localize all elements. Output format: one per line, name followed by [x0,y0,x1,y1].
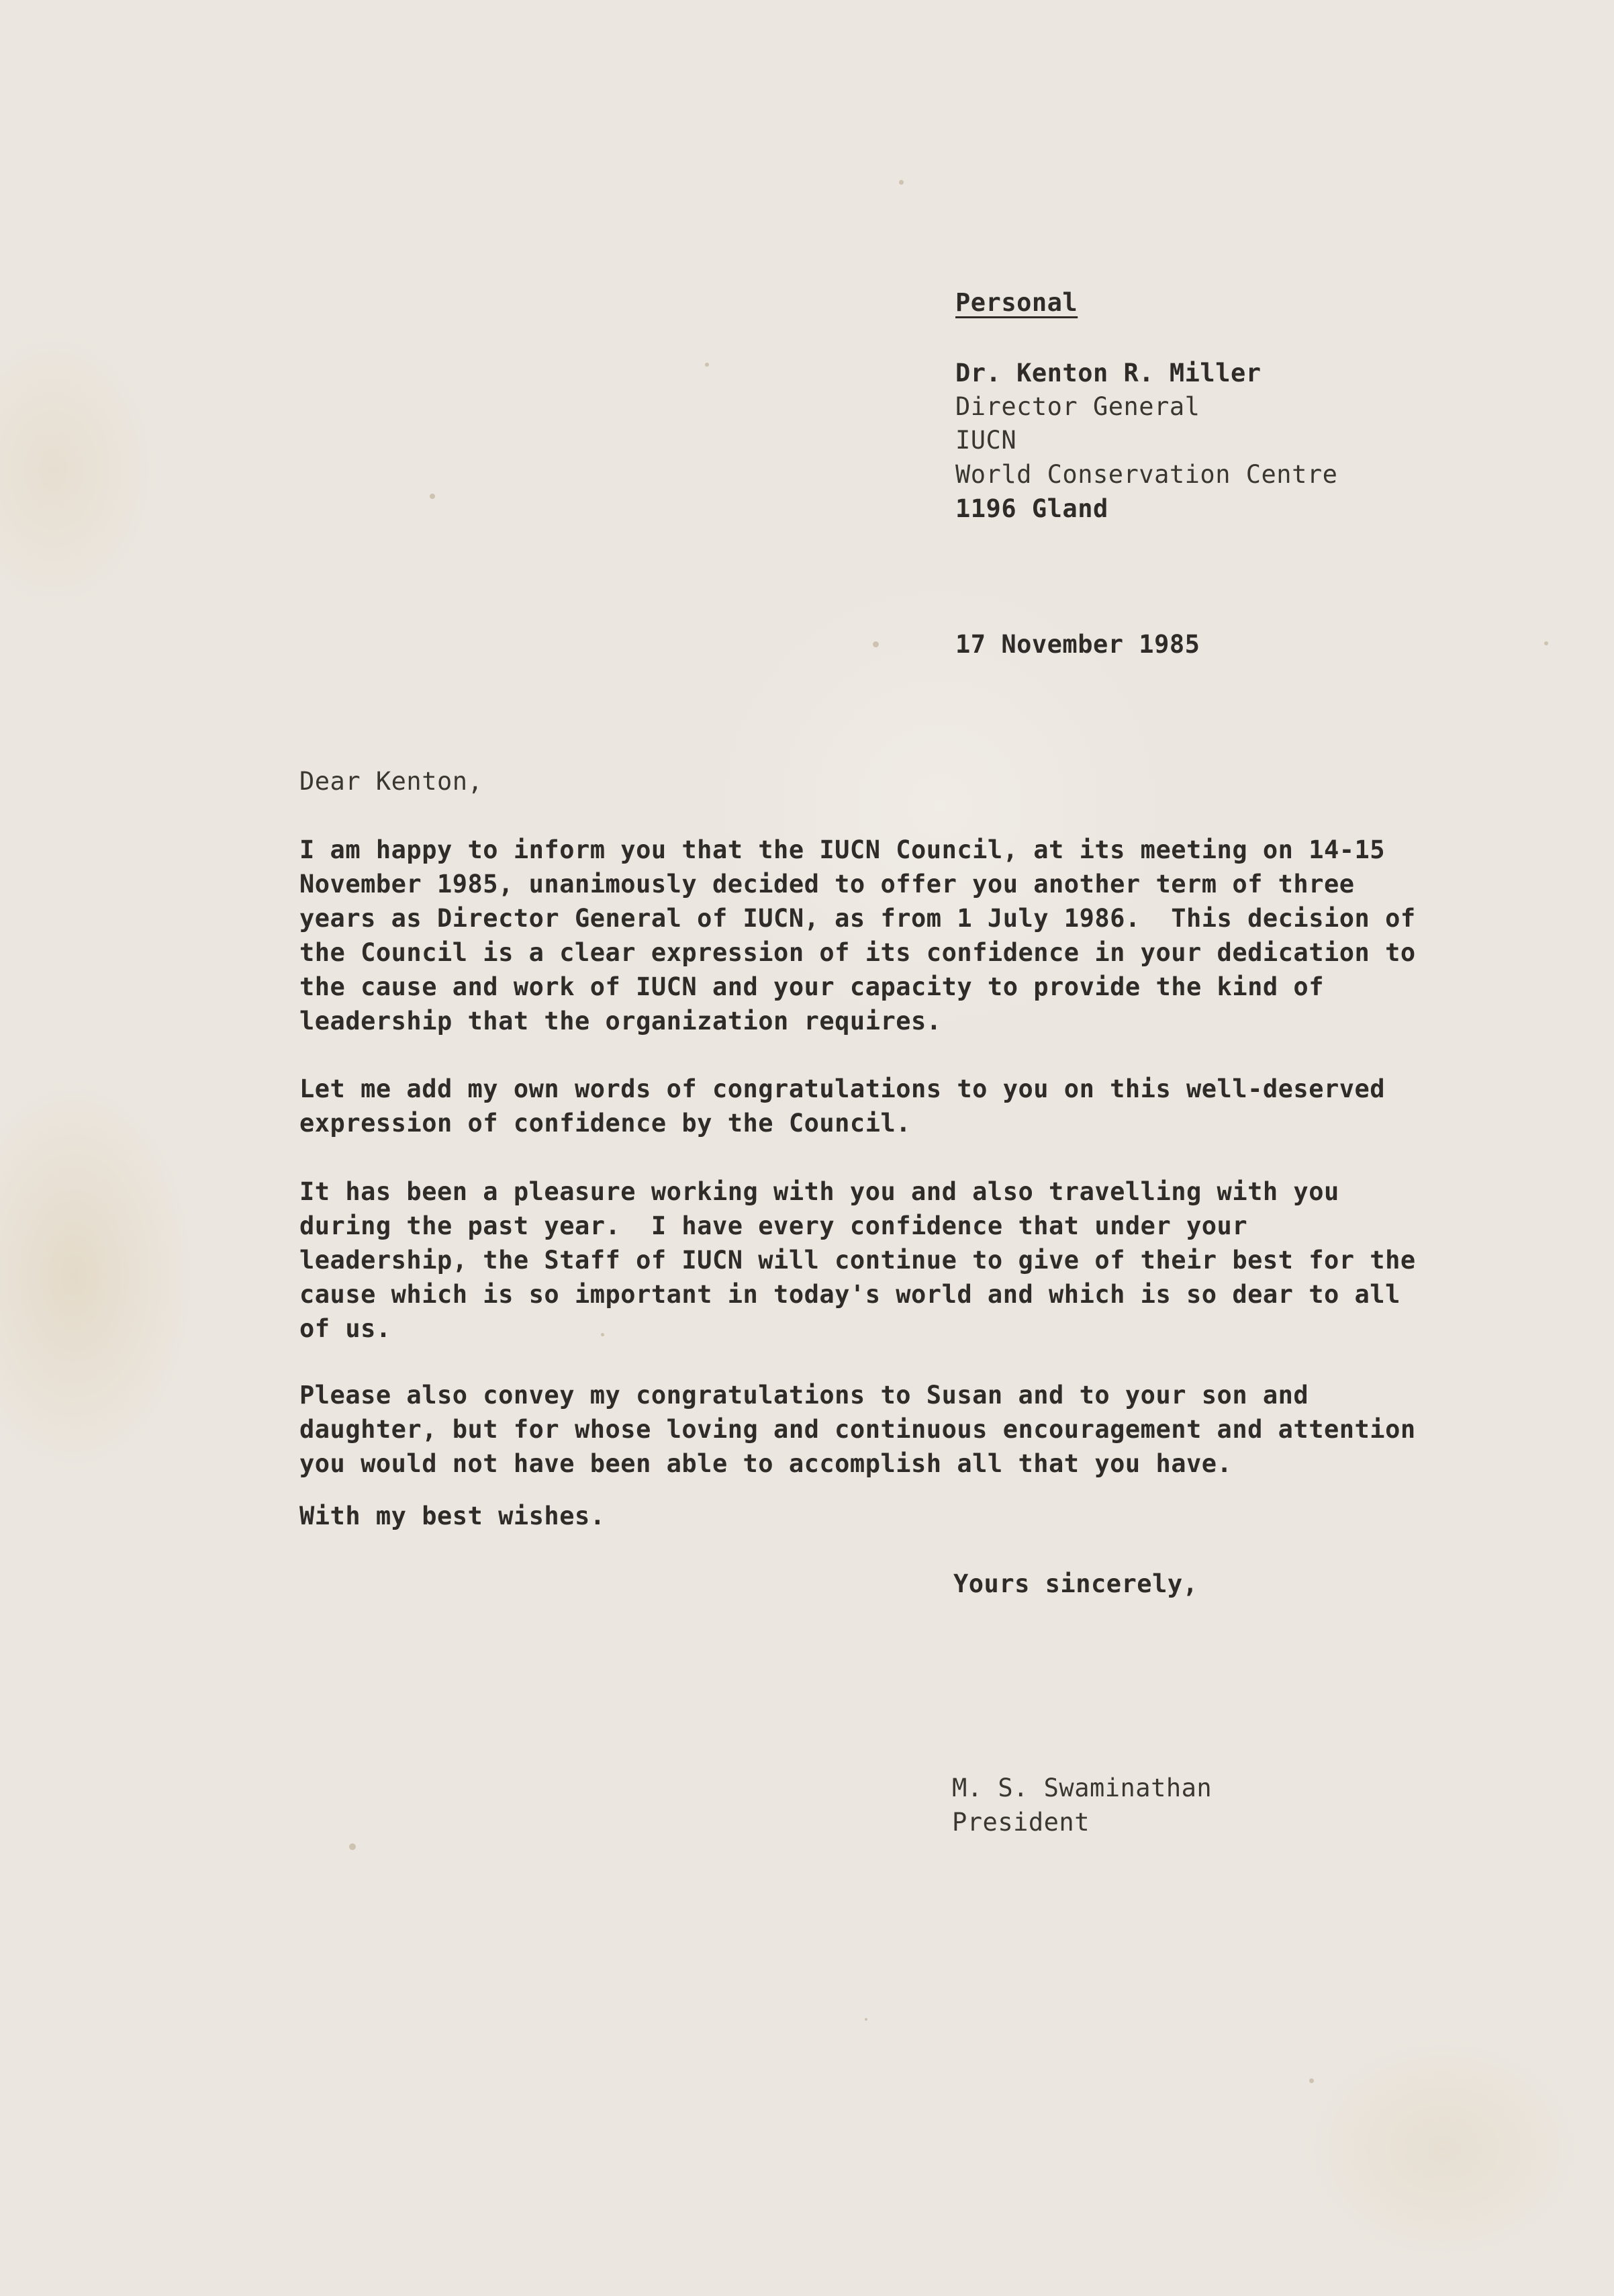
paragraph-line: during the past year. I have every confidence that under your [299,1211,1248,1240]
paragraph-line: expression of confidence by the Council. [299,1109,912,1138]
recipient-title: Director General [955,392,1200,421]
paragraph-line: It has been a pleasure working with you and also travelling with you [299,1177,1339,1206]
paper-speck [1544,641,1548,645]
paragraph-line: Let me add my own words of congratulations to you on this well-deserved [299,1074,1386,1103]
paper-speck [1309,2078,1314,2083]
signatory-title: President [952,1808,1090,1837]
paragraph-congratulations [299,1072,1535,1140]
best-wishes: With my best wishes. [299,1502,606,1530]
signatory-name: M. S. Swaminathan [952,1774,1213,1802]
paper-speck [601,1333,604,1336]
closing: Yours sincerely, [953,1569,1198,1598]
paper-speck [430,494,435,499]
recipient-organization: IUCN [955,426,1017,455]
paragraph-line: leadership that the organization requires. [299,1007,942,1036]
paper-speck [705,363,709,367]
paper-speck [865,2018,867,2021]
paragraph-line: daughter, but for whose loving and continuous encouragement and attention [299,1415,1416,1444]
paragraph-pleasure-working [299,1175,1535,1346]
paragraph-line: the Council is a clear expression of its confidence in your dedication to [299,938,1416,967]
recipient-building: World Conservation Centre [955,460,1338,489]
recipient-name: Dr. Kenton R. Miller [955,359,1262,387]
paragraph-line: leadership, the Staff of IUCN will continue to give of their best for the [299,1246,1416,1275]
paper-speck [349,1843,356,1850]
personal-heading: Personal [955,288,1078,317]
paragraph-line: you would not have been able to accomplish all that you have. [299,1449,1233,1478]
paragraph-line: cause which is so important in today's world and which is so dear to all [299,1280,1401,1309]
paragraph-council-decision [299,833,1535,1038]
paper-speck [873,641,879,647]
paragraph-line: November 1985, unanimously decided to offer you another term of three [299,870,1355,899]
paragraph-line: Please also convey my congratulations to Susan and to your son and [299,1381,1309,1410]
letter-date: 17 November 1985 [955,630,1200,659]
paragraph-line: years as Director General of IUCN, as from 1 July 1986. This decision of [299,904,1416,933]
paragraph-line: I am happy to inform you that the IUCN Council, at its meeting on 14-15 [299,835,1386,864]
paragraph-line: the cause and work of IUCN and your capacity to provide the kind of [299,972,1324,1001]
paragraph-line: of us. [299,1314,391,1343]
paper-speck [899,180,904,185]
salutation: Dear Kenton, [299,767,483,796]
paragraph-family-congratulations [299,1378,1535,1481]
recipient-city: 1196 Gland [955,494,1108,523]
